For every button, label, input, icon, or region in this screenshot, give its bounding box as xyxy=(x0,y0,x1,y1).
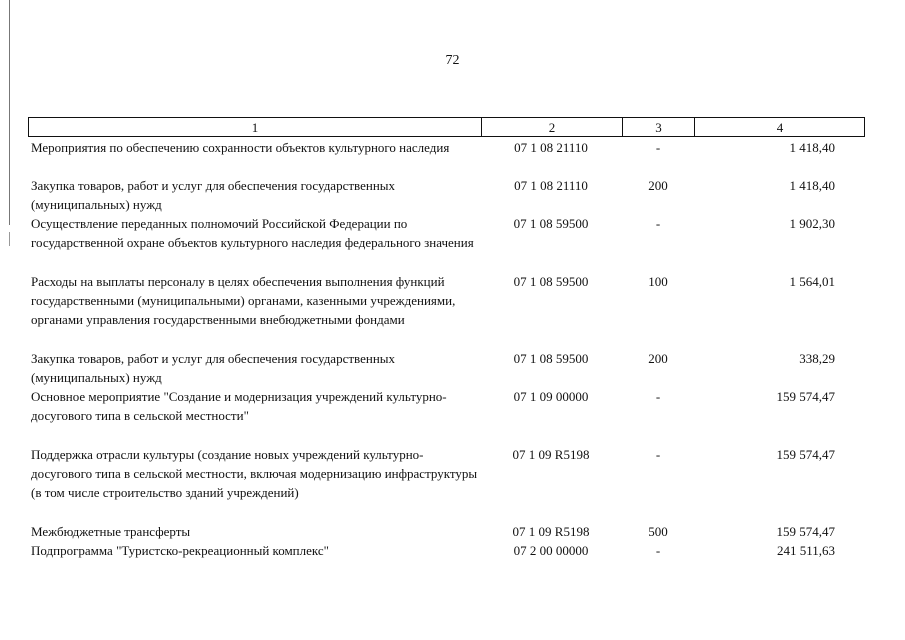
row-expense-type: 200 xyxy=(648,178,668,193)
row-code: 07 1 08 59500 xyxy=(513,216,589,231)
row-sum: 1 564,01 xyxy=(789,274,835,289)
row-expense-type: - xyxy=(655,447,661,462)
row-code: 07 2 00 00000 xyxy=(513,543,589,558)
row-sum: 1 418,40 xyxy=(789,178,835,193)
row-code: 07 1 08 59500 xyxy=(513,274,589,289)
row-expense-type: - xyxy=(655,140,661,155)
row-sum: 241 511,63 xyxy=(776,543,835,558)
row-code: 07 1 08 21110 xyxy=(514,178,588,193)
row-name: Закупка товаров, работ и услуг для обеспечения государственных (муниципальных) нужд xyxy=(31,178,396,212)
row-sum: 338,29 xyxy=(799,351,835,366)
header-col-2: 2 xyxy=(481,118,622,136)
row-sum: 159 574,47 xyxy=(776,447,835,462)
row-name: Межбюджетные трансферты xyxy=(31,524,191,539)
header-col-3: 3 xyxy=(622,118,694,136)
row-name: Поддержка отрасли культуры (создание новых учреждений культурно-досугового типа в сельской местности, включая модернизацию инфраструктуры (в том числе строительство зданий учреждений) xyxy=(31,447,478,500)
row-name: Подпрограмма "Туристско-рекреационный комплекс" xyxy=(31,543,329,558)
scan-edge-line xyxy=(9,0,10,225)
scan-edge-mark xyxy=(9,232,10,246)
row-code: 07 1 09 R5198 xyxy=(512,447,590,462)
row-expense-type: 100 xyxy=(648,274,668,289)
page-number: 72 xyxy=(445,53,460,68)
row-expense-type: 500 xyxy=(648,524,668,539)
row-name: Мероприятия по обеспечению сохранности объектов культурного наследия xyxy=(31,140,450,155)
header-col-4: 4 xyxy=(694,118,865,136)
table-header xyxy=(28,117,865,137)
row-sum: 159 574,47 xyxy=(776,389,835,404)
row-code: 07 1 09 R5198 xyxy=(512,524,590,539)
row-expense-type: - xyxy=(655,216,661,231)
row-name: Осуществление переданных полномочий Российской Федерации по государственной охране объектов культурного наследия федерального значения xyxy=(31,216,474,250)
row-code: 07 1 08 21110 xyxy=(514,140,588,155)
header-col-1: 1 xyxy=(251,120,259,135)
row-sum: 1 902,30 xyxy=(789,216,835,231)
row-expense-type: - xyxy=(655,389,661,404)
row-expense-type: 200 xyxy=(648,351,668,366)
row-sum: 1 418,40 xyxy=(789,140,835,155)
row-code: 07 1 09 00000 xyxy=(513,389,589,404)
row-sum: 159 574,47 xyxy=(776,524,835,539)
row-name: Расходы на выплаты персоналу в целях обеспечения выполнения функций государственными (муниципальными) органами, казенными учреждениями, органами управления государственными внебюджетными фондами xyxy=(31,274,456,327)
row-name: Основное мероприятие "Создание и модернизация учреждений культурно-досугового типа в сельской местности" xyxy=(31,389,447,423)
row-expense-type: - xyxy=(655,543,661,558)
row-name: Закупка товаров, работ и услуг для обеспечения государственных (муниципальных) нужд xyxy=(31,351,396,385)
row-code: 07 1 08 59500 xyxy=(513,351,589,366)
